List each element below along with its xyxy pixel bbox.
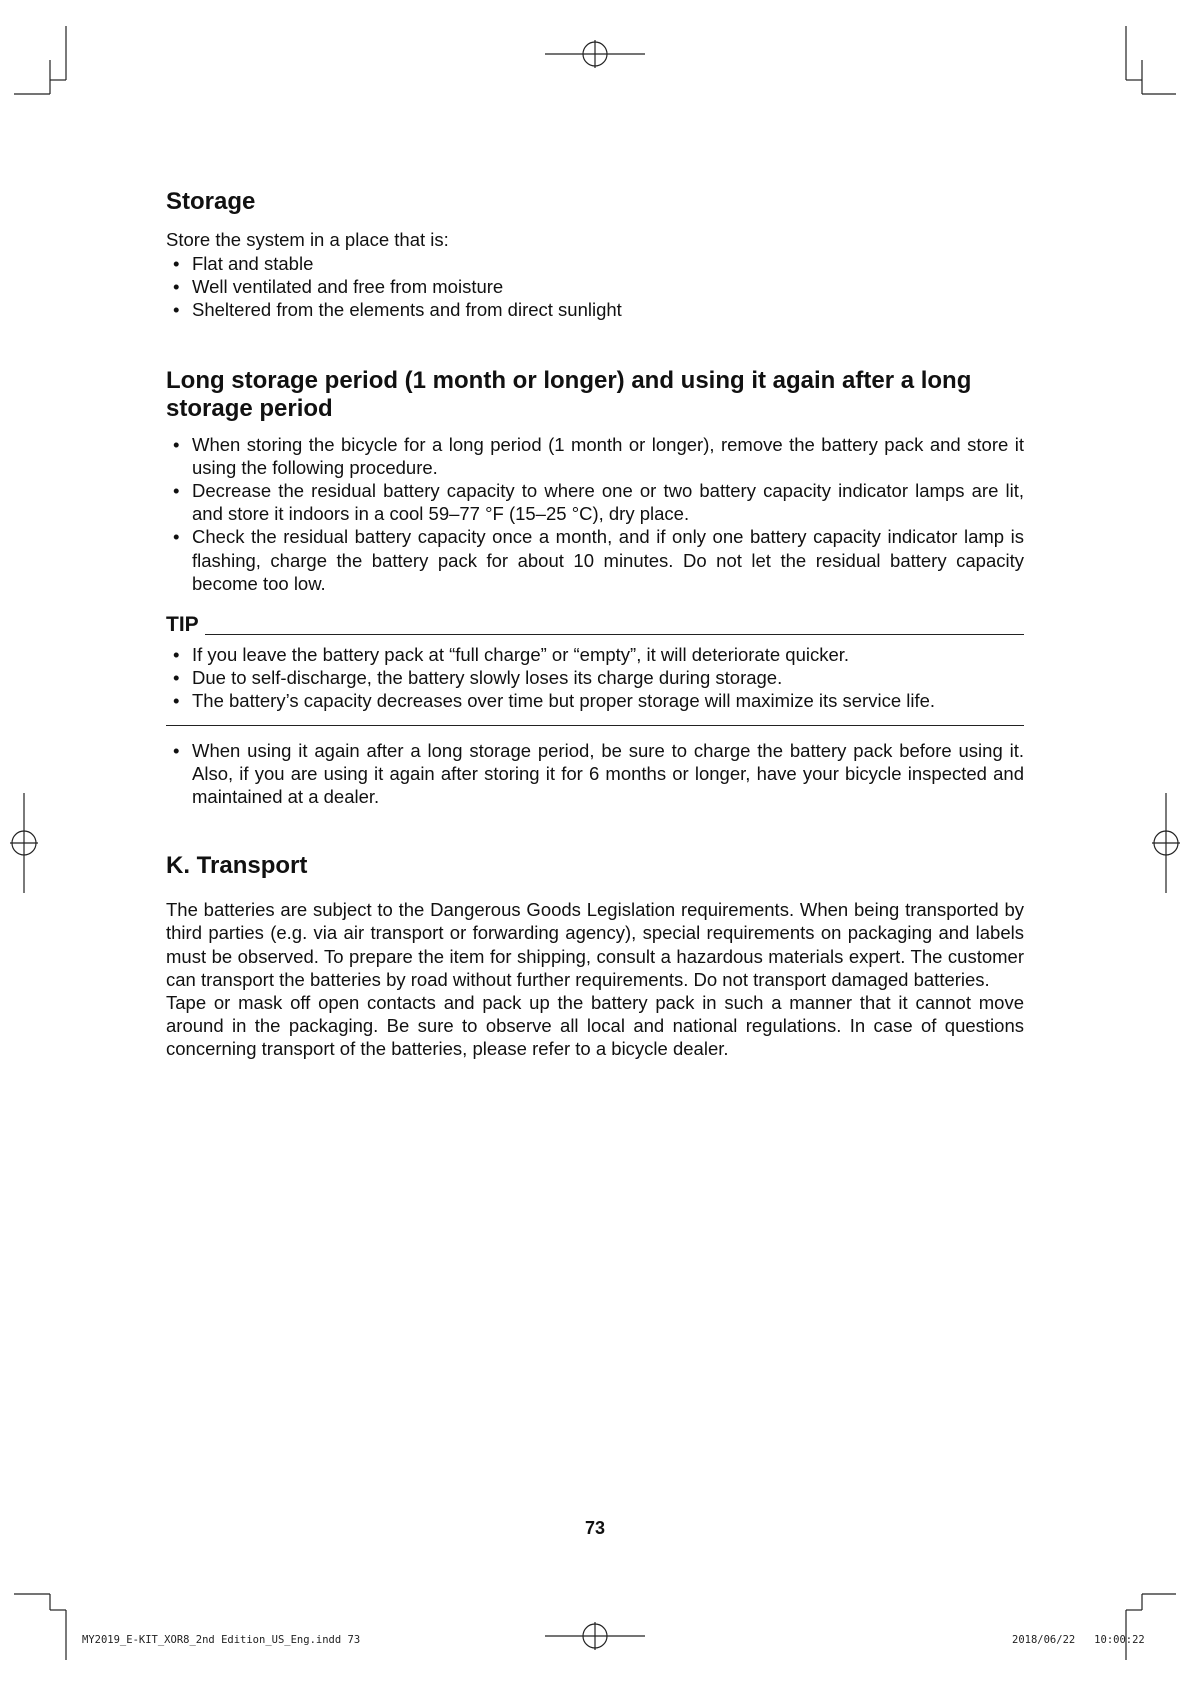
list-item: • Check the residual battery capacity once a month, and if only one battery capacity indicator lamp is flashing, charge the battery pack for about 10 minutes. Do not let the residual battery capacity become too low. bbox=[166, 525, 1024, 595]
long-storage-heading-line2: storage period bbox=[166, 394, 333, 422]
long-storage-heading bbox=[166, 367, 1024, 423]
page-content bbox=[166, 188, 1024, 1061]
long-storage-list bbox=[166, 433, 1024, 595]
list-item: • Well ventilated and free from moisture bbox=[166, 275, 1024, 298]
list-item: • The battery’s capacity decreases over time but proper storage will maximize its service life. bbox=[166, 689, 1024, 712]
tip-divider bbox=[205, 634, 1024, 635]
list-item: • Sheltered from the elements and from direct sunlight bbox=[166, 298, 1024, 321]
reuse-after-storage-list bbox=[166, 739, 1024, 809]
transport-paragraph: The batteries are subject to the Dangerous Goods Legislation requirements. When being transported by third parties (e.g. via air transport or forwarding agency), special requirements on packaging and labels must be observed. To prepare the item for shipping, consult a hazardous materials expert. The customer can transport the batteries by road without further requirements. Do not transport damaged batteries. bbox=[166, 899, 1024, 990]
list-item: • When storing the bicycle for a long period (1 month or longer), remove the battery pack and store it using the following procedure. bbox=[166, 433, 1024, 479]
list-item: • Due to self-discharge, the battery slowly loses its charge during storage. bbox=[166, 666, 1024, 689]
list-item: • If you leave the battery pack at “full charge” or “empty”, it will deteriorate quicker. bbox=[166, 643, 1024, 666]
transport-heading: K. Transport bbox=[166, 852, 308, 880]
tip-header bbox=[166, 613, 1024, 637]
tip-list bbox=[166, 643, 1024, 713]
transport-body bbox=[166, 898, 1024, 1060]
print-slug-datetime: 2018/06/22 10:00:22 bbox=[1012, 1634, 1145, 1646]
list-item: • Decrease the residual battery capacity to where one or two battery capacity indicator lamps are lit, and store it indoors in a cool 59–77 °F (15–25 °C), dry place. bbox=[166, 479, 1024, 525]
storage-intro: Store the system in a place that is: bbox=[166, 229, 449, 250]
storage-conditions-list bbox=[166, 252, 1024, 322]
transport-paragraph: Tape or mask off open contacts and pack up the battery pack in such a manner that it cannot move around in the packaging. Be sure to observe all local and national regulations. In case of questions concerning transport of the batteries, please refer to a bicycle dealer. bbox=[166, 992, 1024, 1060]
list-item: • When using it again after a long storage period, be sure to charge the battery pack before using it. Also, if you are using it again after storing it for 6 months or longer, have your bicycle inspected and maintained at a dealer. bbox=[166, 739, 1024, 809]
list-item: • Flat and stable bbox=[166, 252, 1024, 275]
storage-heading: Storage bbox=[166, 188, 256, 215]
print-slug-filename: MY2019_E-KIT_XOR8_2nd Edition_US_Eng.indd 73 bbox=[82, 1634, 361, 1646]
page-number: 73 bbox=[584, 1518, 606, 1538]
tip-label: TIP bbox=[166, 613, 199, 637]
long-storage-heading-line1: Long storage period (1 month or longer) and using it again after a long bbox=[166, 366, 972, 394]
tip-end-divider bbox=[166, 725, 1024, 726]
